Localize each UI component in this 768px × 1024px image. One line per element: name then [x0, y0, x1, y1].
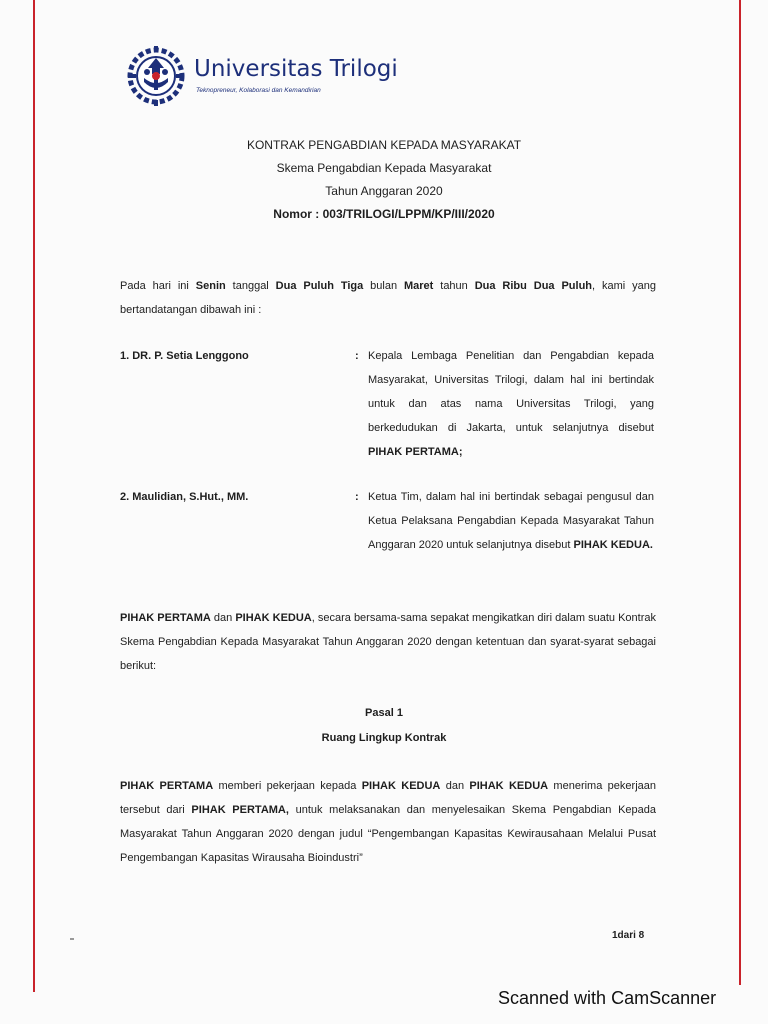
intro-paragraph: Pada hari ini Senin tanggal Dua Puluh Tiga bulan Maret tahun Dua Ribu Dua Puluh, kami yang bertandatangan dibawah ini :: [120, 280, 656, 316]
page-number: 1dari 8: [612, 930, 645, 941]
scan-speck: [70, 938, 74, 940]
party-1-colon: :: [355, 350, 359, 362]
university-crest-icon: [120, 44, 192, 108]
university-name: Universitas Trilogi: [194, 56, 398, 82]
party-1-description: Kepala Lembaga Penelitian dan Pengabdian kepada Masyarakat, Universitas Trilogi, dalam hal ini bertindak untuk dan atas nama Universitas Trilogi, yang berkedudukan di Jakarta, untuk selanjutnya disebut PIHAK PERTAMA;: [368, 350, 654, 458]
party-2-name: 2. Maulidian, S.Hut., MM.: [120, 491, 249, 503]
contract-title: KONTRAK PENGABDIAN KEPADA MASYARAKAT: [246, 138, 522, 152]
scope-paragraph: PIHAK PERTAMA memberi pekerjaan kepada PIHAK KEDUA dan PIHAK KEDUA menerima pekerjaan tersebut dari PIHAK PERTAMA, untuk melaksanakan dan menyelesaikan Skema Pengabdian Kepada Masyarakat Tahun Anggaran 2020 dengan judul “Pengembangan Kapasitas Kewirausahaan Melalui Pusat Pengembangan Kapasitas Wirausaha Bioindustri”: [120, 780, 657, 864]
party-2-description: Ketua Tim, dalam hal ini bertindak sebagai pengusul dan Ketua Pelaksana Pengabdian Kepada Masyarakat Tahun Anggaran 2020 untuk selanjutnya disebut PIHAK KEDUA.: [368, 491, 654, 551]
agreement-paragraph: PIHAK PERTAMA dan PIHAK KEDUA, secara bersama-sama sepakat mengikatkan diri dalam suatu Kontrak Skema Pengabdian Kepada Masyarakat Tahun Anggaran 2020 dengan ketentuan dan syarat-syarat sebagai berikut:: [120, 612, 656, 672]
article-title: Pasal 1: [365, 707, 403, 719]
camscanner-watermark: Scanned with CamScanner: [498, 988, 717, 1008]
university-tagline: Teknopreneur, Kolaborasi dan Kemandirian: [196, 87, 321, 94]
contract-number: Nomor : 003/TRILOGI/LPPM/KP/III/2020: [273, 207, 495, 221]
article-subtitle: Ruang Lingkup Kontrak: [321, 732, 447, 744]
party-2-colon: :: [355, 491, 359, 503]
party-1-name: 1. DR. P. Setia Lenggono: [120, 350, 249, 362]
contract-fiscal-year: Tahun Anggaran 2020: [325, 184, 443, 198]
contract-scheme: Skema Pengabdian Kepada Masyarakat: [276, 161, 492, 175]
